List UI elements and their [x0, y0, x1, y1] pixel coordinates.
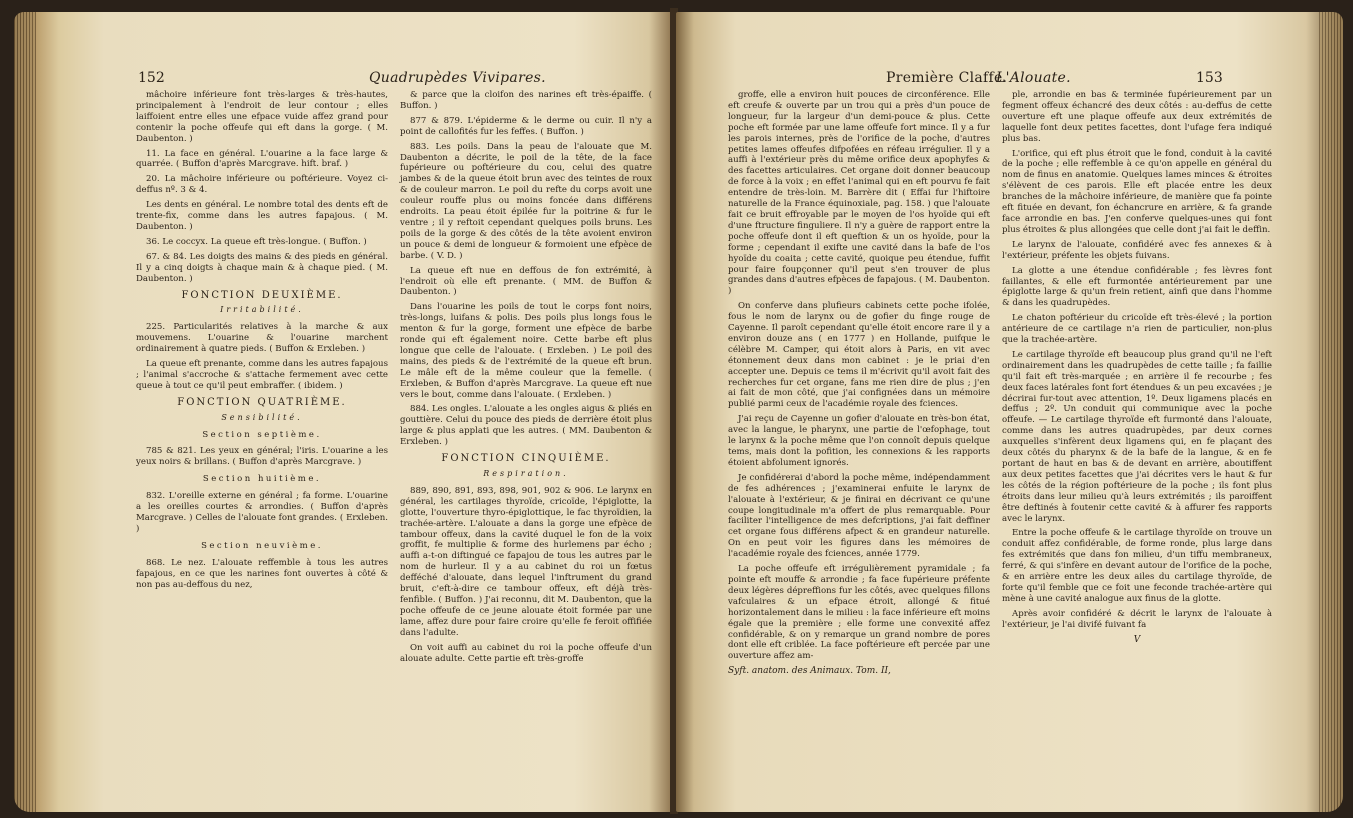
paragraph: Le larynx de l'alouate, confidéré avec fes annexes & à l'extérieur, préfente les objets fuivans. — [1002, 239, 1272, 261]
paragraph: 883. Les poils. Dans la peau de l'alouate que M. Daubenton a décrite, le poil de la tête, de la face fupérieure ou poftérieure du cou, celui des quatre jambes & de la queue étoit brun avec des teintes de roux & de couleur marron. Le poil du refte du corps avoit une couleur rouffe plus ou moins foncée dans différens endroits. La peau étoit épilée fur la poitrine & fur le ventre ; il y reftoit cependant quelques poils bruns. Les poils de la gorge & des côtés de la tête avoient environ un pouce & demi de longueur & formoient une efpèce de barbe. ( V. D. ) — [400, 141, 652, 261]
page-edge-left — [14, 12, 36, 812]
left-page-column-2 — [400, 90, 652, 668]
paragraph: 832. L'oreille externe en général ; fa forme. L'ouarine a les oreilles courtes & arrondies. ( Buffon d'après Marcgrave. ) Celles de l'alouate font grandes. ( Erxleben. ) — [136, 491, 388, 534]
page-footer: Syft. anatom. des Animaux. Tom. II, — [728, 666, 891, 677]
paragraph: Je confidérerai d'abord la poche même, indépendamment de fes adhérences ; j'examinerai enfuite le larynx de l'alouate à l'extérieur, & je finirai en décrivant ce qu'une coupe longitudinale m'a offert de plus remarquable. Pour faciliter l'intelligence de mes defcriptions, j'ai fait deffiner cet organe fous différens afpect & en grandeur naturelle. On en peut voir les figures dans les mémoires de l'académie royale des fciences, année 1779. — [728, 472, 990, 560]
paragraph: 225. Particularités relatives à la marche & aux mouvemens. L'ouarine & l'ouarine marchent ordinairement à quatre pieds. ( Buffon & Erxleben. ) — [136, 322, 388, 355]
paragraph: Le chaton poftérieur du cricoïde eft très-élevé ; la portion antérieure de ce cartilage n'a rien de particulier, non-plus que la trachée-artère. — [1002, 313, 1272, 346]
paragraph: On conferve dans plufieurs cabinets cette poche ifolée, fous le nom de larynx ou de gofier du finge rouge de Cayenne. Il paroît cependant qu'elle étoit encore rare il y a environ douze ans ( en 1777 ) en Hollande, puifque le célèbre M. Camper, qui étoit alors à Paris, en vit avec étonnement deux dans mon cabinet : je le priai d'en accepter une. Depuis ce tems il m'écrivit qu'il avoit fait des recherches fur cet organe, fans me rien dire de plus ; j'en ai fait de mon côté, que j'ai confignées dans un mémoire publié parmi ceux de l'académie royale des fciences. — [728, 301, 990, 410]
paragraph: Dans l'ouarine les poils de tout le corps font noirs, très-longs, luifans & polis. Des poils plus longs fous le menton & fur la gorge, forment une efpèce de barbe ronde qui eft également noire. Cette barbe eft plus longue que celle de l'alouate. ( Erxleben. ) Le poil des mains, des pieds & de l'extrémité de la queue eft brun. Le mâle eft de la même couleur que la femelle. ( Erxleben, & Buffon d'après Marcgrave. La queue eft nue vers le bout, comme dans l'alouate. ( Erxleben. ) — [400, 302, 652, 400]
section-heading: FONCTION DEUXIÈME. — [181, 289, 343, 301]
section-subheading: Sensibilité. — [221, 412, 303, 422]
paragraph: J'ai reçu de Cayenne un gofier d'alouate en très-bon état, avec la langue, le pharynx, une partie de l'œfophage, tout le larynx & la poche même que l'on connoît depuis quelque tems, mais dont la pofition, les connexions & les rapports étoient abfolument ignorés. — [728, 414, 990, 468]
paragraph: Entre la poche offeufe & le cartilage thyroïde on trouve un conduit affez confidérable, de forme ronde, plus large dans fes extrémités que dans fon milieu, d'un tiffu membraneux, ferré, & qui s'infère en devant autour de l'orifice de la poche, & en arrière entre les deux ailes du cartilage thyroïde, de forte qu'il femble que ce foit une feconde trachée-artère qui mène à une cavité analogue aux finus de la glotte. — [1002, 528, 1272, 604]
paragraph: ple, arrondie en bas & terminée fupérieurement par un fegment offeux échancré des deux côtés : au-deffus de cette ouverture eft une plaque offeufe aux deux extrémités de laquelle font deux petites facettes, dont l'ufage fera indiqué plus bas. — [1002, 90, 1272, 144]
page-number-left: 152 — [138, 70, 165, 86]
paragraph: 785 & 821. Les yeux en général; l'iris. L'ouarine a les yeux noirs & brillans. ( Buffon d'après Marcgrave. ) — [136, 446, 388, 468]
paragraph: 889, 890, 891, 893, 898, 901, 902 & 906. Le larynx en général, les cartilages thyroïde, cricoïde, l'épiglotte, la glotte, l'ouverture thyro-épiglottique, le fac thyroïdien, la trachée-artère. L'alouate a dans la gorge une efpèce de tambour offeux, dans la cavité duquel le fon de la voix groffit, fe multiplie & forme des hurlemens par écho ; auffi a-t-on diftingué ce fapajou de tous les autres par le nom de hurleur. Il y a au cabinet du roi un fœtus defféché d'alouate, dans lequel l'inftrument du grand bruit, c'eft-à-dire ce tambour offeux, eft déjà très-fenfible. ( Buffon. ) J'ai reconnu, dit M. Daubenton, que la poche offeufe de ce jeune alouate étoit formée par une lame, affez dure pour faire croire qu'elle fe feroit offifiée dans l'adulte. — [400, 485, 652, 638]
running-head-animal: L'Alouate. — [996, 70, 1071, 86]
page-footer: V — [1133, 634, 1141, 645]
right-page — [676, 12, 1343, 812]
paragraph: La poche offeufe eft irrégulièrement pyramidale ; fa pointe eft mouffe & arrondie ; fa face fupérieure préfente deux légères dépreffions fur les côtés, avec quelques fillons vafculaires & un efpace étroit, allongé & fitué horizontalement dans le milieu : la face inférieure eft moins égale que la première ; elle forme une convexité affez confidérable, & on y remarque un grand nombre de pores dont elle eft criblée. La face poftérieure eft percée par une ouverture affez am- — [728, 564, 990, 662]
section-title: Section neuvième. — [201, 540, 323, 551]
paragraph: mâchoire inférieure font très-larges & très-hautes, principalement à l'endroit de leur contour ; elles laiffoient entre elles une efpace vuide affez grand pour contenir la poche offeufe qui eft dans la gorge. ( M. Daubenton. ) — [136, 90, 388, 144]
paragraph: 36. Le coccyx. La queue eft très-longue. ( Buffon. ) — [146, 236, 367, 247]
paragraph: & parce que la cloifon des narines eft très-épaiffe. ( Buffon. ) — [400, 90, 652, 111]
paragraph: 884. Les ongles. L'alouate a les ongles aigus & pliés en gouttière. Celui du pouce des pieds de derrière étoit plus large & plus applati que les autres. ( MM. Daubenton & Erxleben. ) — [400, 404, 652, 448]
section-subheading: Respiration. — [483, 469, 569, 478]
section-heading: FONCTION QUATRIÈME. — [177, 396, 347, 408]
paragraph: 877 & 879. L'épiderme & le derme ou cuir. Il n'y a point de callofités fur les feffes. ( Buffon. ) — [400, 115, 652, 137]
left-page-column-1 — [136, 90, 388, 594]
paragraph: 67. & 84. Les doigts des mains & des pieds en général. Il y a cinq doigts à chaque main & à chaque pied. ( M. Daubenton. ) — [136, 251, 388, 284]
paragraph: 11. La face en général. L'ouarine a la face large & quarrée. ( Buffon d'après Marcgrave. hift. braf. ) — [136, 148, 388, 170]
paragraph: groffe, elle a environ huit pouces de circonférence. Elle eft creufe & ouverte par un trou qui a près d'un pouce de longueur, fur la largeur d'un demi-pouce & plus. Cette poche eft formée par une lame offeufe fort mince. Il y a fur les parois internes, près de l'orifice de la poche, d'autres petites lames offeufes difpofées en réfeau irrégulier. Il y a auffi à l'extérieur près du même orifice deux apophyfes & des facettes articulaires. Cet organe doit donner beaucoup de force à la voix ; en effet l'animal qui en eft pourvu fe fait entendre de très-loin. M. Barrère dit ( Effai fur l'hiftoire naturelle de la France équinoxiale, pag. 158. ) que l'alouate fait ce bruit effroyable par le moyen de l'os hyoïde qui eft d'une ftructure finguliere. Il n'y a guère de rapport entre la poche offeufe dont il eft queftion & un os hyoïde, pour la forme ; cependant il exifte une cavité dans la bafe de l'os hyoïde du coaita ; cette cavité, quoique peu étendue, fuffit pour faire foupçonner qu'il peut s'en trouver de plus grandes dans d'autres efpèces de fapajous. ( M. Daubenton. ) — [728, 90, 990, 297]
paragraph: On voit auffi au cabinet du roi la poche offeufe d'un alouate adulte. Cette partie eft très-groffe — [400, 642, 652, 664]
paragraph: 868. Le nez. L'alouate reffemble à tous les autres fapajous, en ce que les narines font ouvertes à côté & non pas au-deffous du nez, — [136, 557, 388, 590]
paragraph: Le cartilage thyroïde eft beaucoup plus grand qu'il ne l'eft ordinairement dans les quadrupèdes de cette taille ; fa faillie qu'il fait eft très-marquée ; en arrière il fe recourbe ; fes deux faces latérales font fort étendues & un peu excavées ; je décrirai fur-tout avec attention, 1º. Deux ligamens placés en deffus ; 2º. Un conduit qui communique avec la poche offeufe. — Le cartilage thyroïde eft furmonté dans l'alouate, comme dans les autres quadrupèdes, par deux cornes auxquelles s'infèrent deux ligamens qui, en fe plaçant des deux côtés du pharynx & de la bafe de la langue, & en fe portant de haut en bas & de devant en arrière, aboutiffent aux deux petites facettes que j'ai décrites vers le haut & fur les côtés de la région poftérieure de la poche ; ils font plus étroits dans leur milieu qu'à leurs extrémités ; ils paroiffent être deftinés à foutenir cette cavité & à affurer fes rapports avec le larynx. — [1002, 349, 1272, 524]
paragraph: La queue eft nue en deffous de fon extrémité, à l'endroit où elle eft prenante. ( MM. de Buffon & Daubenton. ) — [400, 265, 652, 298]
paragraph: 20. La mâchoire inférieure ou poftérieure. Voyez ci-deffus nº. 3 & 4. — [136, 174, 388, 196]
left-page — [14, 12, 672, 812]
right-page-column-1 — [728, 90, 990, 681]
paragraph: Les dents en général. Le nombre total des dents eft de trente-fix, comme dans les autres fapajous. ( M. Daubenton. ) — [136, 200, 388, 232]
section-title: Section septième. — [202, 429, 322, 440]
paragraph: Après avoir confidéré & décrit le larynx de l'alouate à l'extérieur, je l'ai divifé fuivant fa — [1002, 608, 1272, 630]
page-edge-right — [1319, 12, 1343, 812]
paragraph: La queue eft prenante, comme dans les autres fapajous ; l'animal s'accroche & s'attache fermement avec cette queue à tout ce qu'il peut embraffer. ( ibidem. ) — [136, 359, 388, 391]
section-heading: FONCTION CINQUIÈME. — [441, 453, 611, 465]
right-page-column-2 — [1002, 90, 1272, 650]
section-subheading: Irritabilité. — [220, 305, 304, 315]
running-head-class: Première Claffe. — [886, 70, 1008, 86]
running-head-left: Quadrupèdes Vivipares. — [369, 70, 546, 86]
section-title: Section huitième. — [202, 474, 322, 485]
paragraph: L'orifice, qui eft plus étroit que le fond, conduit à la cavité de la poche ; elle reffemble à ce qu'on appelle en général du nom de finus en anatomie. Quelques lames minces & étroites s'élèvent de ces parois. Elle eft placée entre les deux branches de la mâchoire inférieure, de manière que fa pointe eft fituée en devant, fon échancrure en arrière, & fa grande face arrondie en bas. J'en conferve quelques-unes qui font plus étroites & plus allongées que celle dont j'ai fait le deffin. — [1002, 148, 1272, 235]
page-number-right: 153 — [1196, 70, 1223, 86]
paragraph: La glotte a une étendue confidérable ; fes lèvres font faillantes, & elle eft furmontée antérieurement par une épiglotte large & qu'un frein retient, ainfi que dans l'homme & dans les quadrupèdes. — [1002, 265, 1272, 309]
